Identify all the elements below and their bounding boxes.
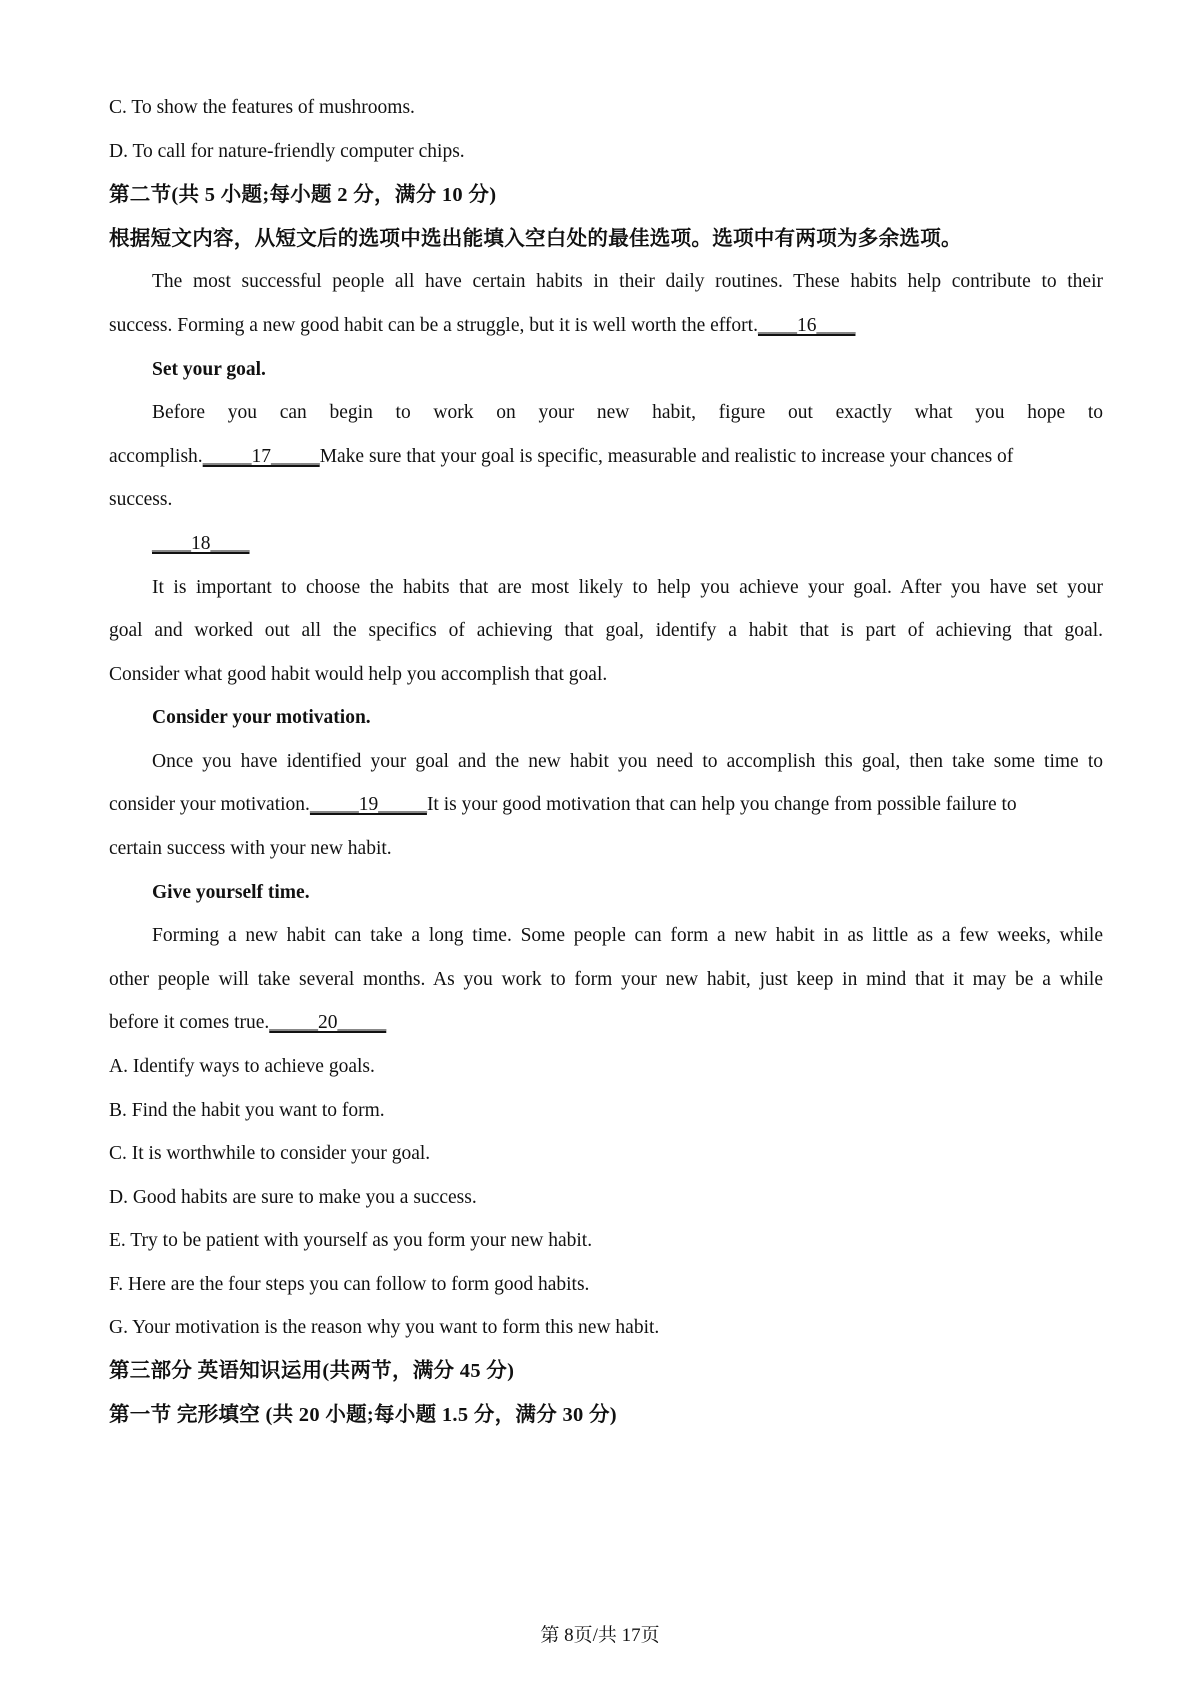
heading-consider-motivation: Consider your motivation.	[152, 707, 371, 728]
p2-line1: Before you can begin to work on your new habit, figure out exactly what you hope to	[152, 402, 1103, 423]
p4-line2-post: It is your good motivation that can help you change from possible failure to	[426, 794, 1017, 815]
p5-line3	[109, 1010, 1103, 1036]
p5-line3-text: before it comes true.	[109, 1012, 270, 1033]
p2-line3: success.	[109, 489, 173, 510]
option-f: F. Here are the four steps you can follow to form good habits.	[109, 1274, 590, 1295]
p4-line2	[109, 792, 1103, 818]
page-footer: 第 8页/共 17页	[540, 1625, 660, 1646]
p3-line2: goal and worked out all the specifics of achieving that goal, identify a habit that is part of achieving that goal.	[109, 620, 1103, 641]
section2-instruction: 根据短文内容，从短文后的选项中选出能填入空白处的最佳选项。选项中有两项为多余选项。	[109, 228, 962, 250]
p4-line1: Once you have identified your goal and the new habit you need to accomplish this goal, then take some time to	[152, 751, 1103, 772]
p5-line1: Forming a new habit can take a long time. Some people can form a new habit in as little as a few weeks, while	[152, 925, 1103, 946]
option-a: A. Identify ways to achieve goals.	[109, 1056, 375, 1077]
heading-18	[152, 531, 1103, 557]
part3-section1-title: 第一节 完形填空 (共 20 小题;每小题 1.5 分，满分 30 分)	[109, 1404, 617, 1426]
option-b: B. Find the habit you want to form.	[109, 1100, 385, 1121]
p2-line2	[109, 444, 1103, 470]
blank-16[interactable]: ____16____	[757, 315, 856, 336]
blank-18[interactable]: ____18____	[152, 533, 250, 554]
blank-17[interactable]: _____17_____	[202, 446, 320, 467]
p2-line2-post: Make sure that your goal is specific, measurable and realistic to increase your chances of	[319, 446, 1014, 467]
heading-give-yourself-time: Give yourself time.	[152, 882, 310, 903]
blank-19[interactable]: _____19_____	[309, 794, 427, 815]
prev-option-c: C. To show the features of mushrooms.	[109, 97, 415, 118]
p1-line1: The most successful people all have certain habits in their daily routines. These habits help contribute to their	[152, 271, 1103, 292]
part3-title: 第三部分 英语知识运用(共两节，满分 45 分)	[109, 1360, 515, 1382]
p4-line2-pre: consider your motivation.	[109, 794, 310, 815]
option-d: D. Good habits are sure to make you a success.	[109, 1187, 477, 1208]
p4-line3: certain success with your new habit.	[109, 838, 392, 859]
blank-20[interactable]: _____20_____	[269, 1012, 387, 1033]
option-g: G. Your motivation is the reason why you want to form this new habit.	[109, 1317, 660, 1338]
p3-line3: Consider what good habit would help you accomplish that goal.	[109, 664, 608, 685]
p1-line2	[109, 313, 1103, 339]
heading-set-your-goal: Set your goal.	[152, 359, 266, 380]
p2-line2-pre: accomplish.	[109, 446, 203, 467]
option-e: E. Try to be patient with yourself as you form your new habit.	[109, 1230, 593, 1251]
p3-line1: It is important to choose the habits that are most likely to help you achieve your goal. After you have set your	[152, 577, 1103, 598]
p1-line2-text: success. Forming a new good habit can be a struggle, but it is well worth the effort.	[109, 315, 758, 336]
option-c: C. It is worthwhile to consider your goal.	[109, 1143, 431, 1164]
p5-line2: other people will take several months. As you work to form your new habit, just keep in mind that it may be a while	[109, 969, 1103, 990]
section2-title: 第二节(共 5 小题;每小题 2 分，满分 10 分)	[109, 184, 497, 206]
prev-option-d: D. To call for nature-friendly computer chips.	[109, 141, 465, 162]
